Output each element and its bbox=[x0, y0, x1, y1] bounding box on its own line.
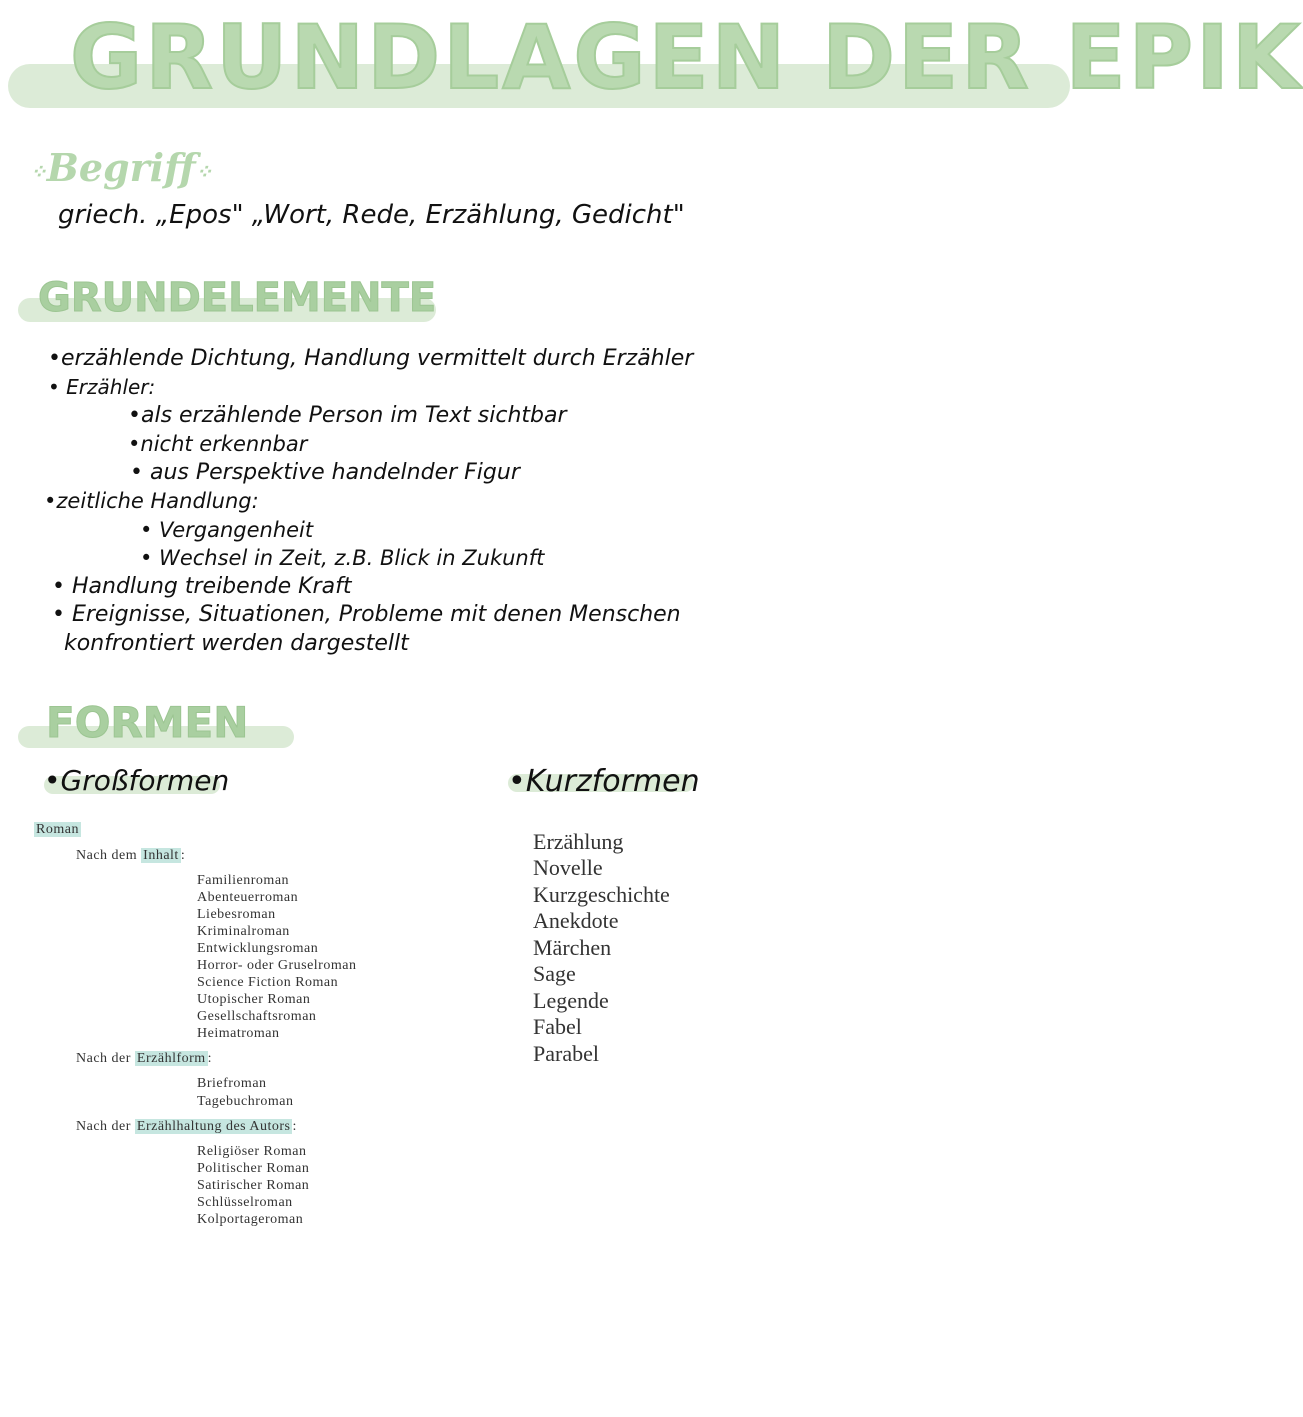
kurzform-item: Kurzgeschichte bbox=[533, 882, 670, 907]
element-line-3: •als erzählende Person im Text sichtbar bbox=[128, 403, 567, 428]
inhalt-item: Abenteuerroman bbox=[197, 890, 299, 905]
inhalt-key: Inhalt bbox=[143, 848, 179, 863]
inhalt-item: Science Fiction Roman bbox=[197, 975, 339, 990]
erzaehlform-item: Briefroman bbox=[197, 1076, 267, 1091]
inhalt-item: Gesellschaftsroman bbox=[197, 1009, 317, 1024]
erzaehlhaltung-item: Satirischer Roman bbox=[197, 1178, 310, 1193]
element-line-4: •nicht erkennbar bbox=[128, 432, 308, 456]
kurzform-item: Sage bbox=[533, 961, 576, 986]
begriff-heading-text: Begriff bbox=[46, 145, 196, 190]
erzaehlform-key: Erzählform bbox=[136, 1051, 206, 1066]
element-line-8: • Wechsel in Zeit, z.B. Blick in Zukunft bbox=[140, 546, 545, 570]
grossformen-label: •Großformen bbox=[44, 764, 230, 797]
kurzform-item: Novelle bbox=[533, 855, 603, 880]
element-line-10: • Ereignisse, Situationen, Probleme mit denen Menschen bbox=[52, 602, 681, 627]
kurzform-item: Märchen bbox=[533, 935, 612, 960]
erzaehlhaltung-row: Nach der Erzählhaltung des Autors : bbox=[76, 1119, 297, 1134]
roman-text: Roman bbox=[36, 822, 79, 837]
element-line-2: • Erzähler: bbox=[48, 375, 156, 399]
page-title: GRUNDLAGEN DER EPIK bbox=[70, 6, 1303, 109]
inhalt-prefix: Nach dem bbox=[76, 848, 138, 863]
element-line-11: konfrontiert werden dargestellt bbox=[64, 631, 409, 656]
inhalt-item: Heimatroman bbox=[197, 1026, 280, 1041]
roman-label bbox=[34, 822, 81, 838]
element-line-1: •erzählende Dichtung, Handlung vermittelt durch Erzähler bbox=[48, 346, 694, 371]
erzaehlform-row: Nach der Erzählform : bbox=[76, 1051, 213, 1066]
grundelemente-heading: GRUNDELEMENTE bbox=[38, 275, 437, 321]
erzaehlform-item: Tagebuchroman bbox=[197, 1094, 294, 1109]
begriff-text: griech. „Epos" „Wort, Rede, Erzählung, Gedicht" bbox=[58, 200, 685, 230]
kurzform-item: Erzählung bbox=[533, 829, 624, 854]
kurzformen-label: •Kurzformen bbox=[508, 764, 700, 799]
kurzform-item: Anekdote bbox=[533, 908, 619, 933]
kurzform-item: Parabel bbox=[533, 1041, 599, 1066]
inhalt-item: Utopischer Roman bbox=[197, 992, 311, 1007]
erzaehlhaltung-item: Kolportageroman bbox=[197, 1212, 304, 1227]
erzaehlhaltung-item: Politischer Roman bbox=[197, 1161, 310, 1176]
erzaehlhaltung-key: Erzählhaltung des Autors bbox=[136, 1119, 291, 1134]
inhalt-item: Horror- oder Gruselroman bbox=[197, 958, 357, 973]
element-line-6: •zeitliche Handlung: bbox=[44, 489, 259, 513]
leaf-ornament-left-icon: ⁘ bbox=[30, 159, 47, 184]
kurzform-item: Legende bbox=[533, 988, 609, 1013]
leaf-ornament-right-icon: ⁘ bbox=[195, 159, 213, 184]
begriff-heading bbox=[30, 145, 212, 190]
inhalt-item: Entwicklungsroman bbox=[197, 941, 319, 956]
inhalt-row: Nach dem Inhalt : bbox=[76, 848, 186, 863]
element-line-9: • Handlung treibende Kraft bbox=[52, 574, 352, 599]
inhalt-item: Familienroman bbox=[197, 873, 290, 888]
inhalt-item: Kriminalroman bbox=[197, 924, 290, 939]
formen-heading: FORMEN bbox=[46, 698, 249, 747]
erzaehlhaltung-prefix: Nach der bbox=[76, 1119, 131, 1134]
element-line-5: • aus Perspektive handelnder Figur bbox=[130, 460, 520, 485]
erzaehlhaltung-item: Schlüsselroman bbox=[197, 1195, 293, 1210]
element-line-7: • Vergangenheit bbox=[140, 518, 314, 542]
erzaehlform-prefix: Nach der bbox=[76, 1051, 131, 1066]
kurzform-item: Fabel bbox=[533, 1014, 582, 1039]
inhalt-item: Liebesroman bbox=[197, 907, 276, 922]
erzaehlhaltung-item: Religiöser Roman bbox=[197, 1144, 307, 1159]
